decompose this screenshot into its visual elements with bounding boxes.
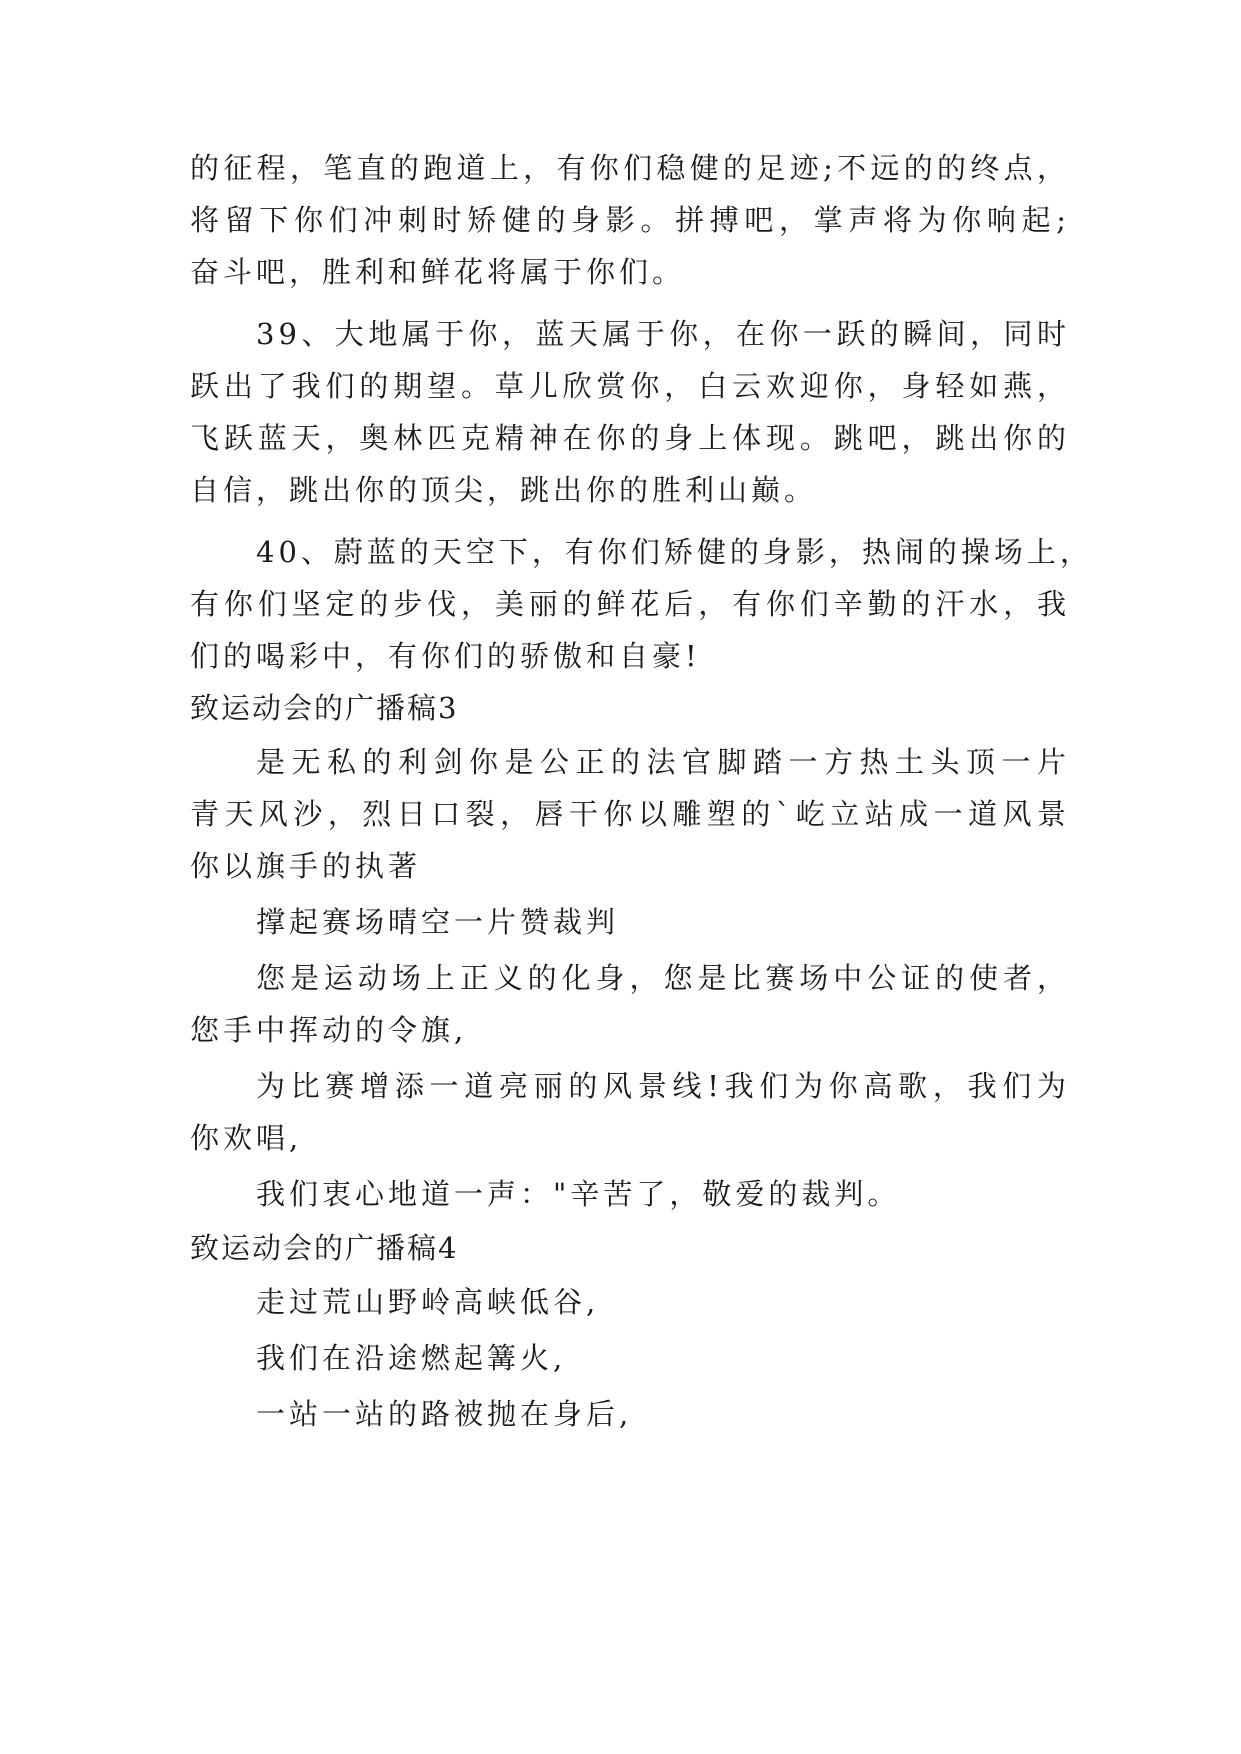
text-line: 您手中挥动的令旗,	[190, 1013, 468, 1047]
text-line: 飞跃蓝天，奥林匹克精神在你的身上体现。跳吧，跳出你的	[190, 421, 1070, 455]
text-line: 为比赛增添一道亮丽的风景线!我们为你高歌，我们为	[256, 1069, 1070, 1103]
text-line: 撑起赛场晴空一片赞裁判	[256, 905, 620, 939]
text-line: 40、蔚蓝的天空下，有你们矫健的身影，热闹的操场上，	[256, 535, 1093, 569]
text-line: 有你们坚定的步伐，美丽的鲜花后，有你们辛勤的汗水，我	[190, 587, 1070, 621]
section-heading: 致运动会的广播稿3	[190, 691, 459, 725]
section-heading: 致运动会的广播稿4	[190, 1231, 459, 1265]
text-line: 走过荒山野岭高峡低谷,	[256, 1285, 600, 1319]
text-line: 我们衷心地道一声："辛苦了，敬爱的裁判。	[256, 1177, 901, 1211]
text-line: 们的喝彩中，有你们的骄傲和自豪!	[190, 639, 701, 673]
text-line: 我们在沿途燃起篝火,	[256, 1341, 567, 1375]
text-line: 奋斗吧，胜利和鲜花将属于你们。	[190, 255, 686, 289]
text-line: 的征程，笔直的跑道上，有你们稳健的足迹;不远的的终点，	[190, 151, 1070, 185]
text-line: 青天风沙，烈日口裂，唇干你以雕塑的`屹立站成一道风景	[190, 797, 1070, 831]
text-line: 您是运动场上正义的化身，您是比赛场中公证的使者，	[256, 961, 1070, 995]
text-line: 你以旗手的执著	[190, 849, 422, 883]
text-line: 自信，跳出你的顶尖，跳出你的胜利山巅。	[190, 473, 818, 507]
text-line: 你欢唱,	[190, 1121, 303, 1155]
text-line: 跃出了我们的期望。草儿欣赏你，白云欢迎你，身轻如燕，	[190, 369, 1070, 403]
text-line: 将留下你们冲刺时矫健的身影。拼搏吧，掌声将为你响起;	[190, 203, 1070, 237]
text-line: 39、大地属于你，蓝天属于你，在你一跃的瞬间，同时	[256, 317, 1070, 351]
text-line: 一站一站的路被抛在身后,	[256, 1397, 633, 1431]
text-line: 是无私的利剑你是公正的法官脚踏一方热土头顶一片	[256, 745, 1070, 779]
